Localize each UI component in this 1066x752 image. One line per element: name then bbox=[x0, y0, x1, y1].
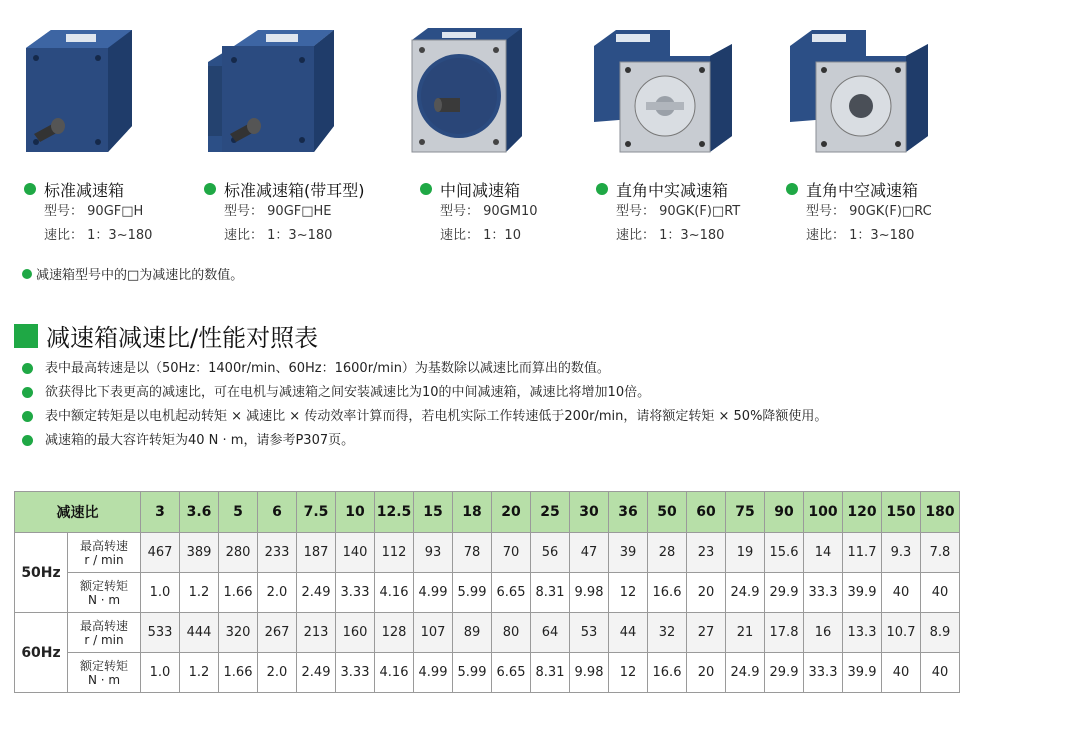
ratio-header-cell: 25 bbox=[531, 492, 570, 533]
row-label-name: 最高转速 bbox=[79, 538, 128, 553]
row-label-name: 额定转矩 bbox=[79, 578, 128, 593]
table-cell: 3.33 bbox=[336, 653, 375, 693]
table-row bbox=[15, 533, 960, 573]
table-cell: 213 bbox=[297, 613, 336, 653]
model-label: 型号： bbox=[224, 204, 264, 219]
bullet-dot-icon bbox=[22, 269, 32, 279]
row-label bbox=[68, 533, 141, 573]
table-cell: 14 bbox=[804, 533, 843, 573]
table-cell: 533 bbox=[141, 613, 180, 653]
product-title: 直角中实减速箱 bbox=[616, 180, 729, 200]
ratio-header: 减速比 bbox=[15, 492, 141, 533]
table-cell: 1.66 bbox=[219, 653, 258, 693]
table-cell: 280 bbox=[219, 533, 258, 573]
table-cell: 2.0 bbox=[258, 653, 297, 693]
gearbox-intermediate-image bbox=[406, 26, 526, 154]
ratio-header-cell: 6 bbox=[258, 492, 297, 533]
table-cell: 28 bbox=[648, 533, 687, 573]
table-cell: 17.8 bbox=[765, 613, 804, 653]
ratio-header-cell: 150 bbox=[882, 492, 921, 533]
table-cell: 29.9 bbox=[765, 573, 804, 613]
bullet-dot-icon bbox=[204, 183, 216, 195]
gearbox-right-angle-solid-image bbox=[590, 26, 736, 154]
table-cell: 6.65 bbox=[492, 573, 531, 613]
table-cell: 16.6 bbox=[648, 573, 687, 613]
list-item-text: 表中额定转矩是以电机起动转矩 × 减速比 × 传动效率计算而得，若电机实际工作转速低于200r/min，请将额定转矩 × 50%降额使用。 bbox=[45, 409, 828, 424]
bullet-dot-icon bbox=[22, 363, 33, 374]
row-label bbox=[68, 573, 141, 613]
table-cell: 233 bbox=[258, 533, 297, 573]
table-cell: 1.0 bbox=[141, 653, 180, 693]
table-cell: 32 bbox=[648, 613, 687, 653]
ratio-value: 1：3~180 bbox=[659, 228, 725, 243]
ratio-value: 1：3~180 bbox=[849, 228, 915, 243]
table-cell: 39.9 bbox=[843, 573, 882, 613]
performance-table bbox=[14, 491, 960, 693]
model-label: 型号： bbox=[440, 204, 480, 219]
table-cell: 3.33 bbox=[336, 573, 375, 613]
list-item bbox=[22, 406, 962, 428]
ratio-header-cell: 10 bbox=[336, 492, 375, 533]
table-cell: 16.6 bbox=[648, 653, 687, 693]
ratio-value: 1：10 bbox=[483, 228, 521, 243]
ratio-header-cell: 7.5 bbox=[297, 492, 336, 533]
ratio-header-cell: 100 bbox=[804, 492, 843, 533]
product-caption-1 bbox=[24, 178, 152, 248]
gearbox-standard-image bbox=[16, 26, 136, 154]
row-label bbox=[68, 613, 141, 653]
table-cell: 107 bbox=[414, 613, 453, 653]
table-cell: 5.99 bbox=[453, 653, 492, 693]
model-value: 90GM10 bbox=[483, 204, 538, 219]
ratio-header-cell: 3.6 bbox=[180, 492, 219, 533]
row-label-unit: N · m bbox=[87, 672, 121, 687]
product-title: 标准减速箱 bbox=[44, 180, 125, 200]
list-item-text: 欲获得比下表更高的减速比，可在电机与减速箱之间安装减速比为10的中间减速箱，减速比将增加10倍。 bbox=[45, 385, 651, 400]
list-item-text: 表中最高转速是以（50Hz：1400r/min、60Hz：1600r/min）为基数除以减速比而算出的数值。 bbox=[45, 361, 610, 376]
bullet-dot-icon bbox=[596, 183, 608, 195]
section-title bbox=[14, 318, 318, 353]
table-cell: 24.9 bbox=[726, 573, 765, 613]
notes-list bbox=[22, 358, 962, 454]
note-text: 减速箱型号中的□为减速比的数值。 bbox=[36, 268, 244, 283]
list-item bbox=[22, 382, 962, 404]
product-title: 直角中空减速箱 bbox=[806, 180, 919, 200]
table-cell: 7.8 bbox=[921, 533, 960, 573]
bullet-dot-icon bbox=[24, 183, 36, 195]
model-label: 型号： bbox=[44, 204, 84, 219]
ratio-label: 速比： bbox=[806, 228, 846, 243]
bullet-dot-icon bbox=[22, 411, 33, 422]
ratio-header-cell: 12.5 bbox=[375, 492, 414, 533]
table-cell: 1.0 bbox=[141, 573, 180, 613]
ratio-label: 速比： bbox=[224, 228, 264, 243]
table-cell: 11.7 bbox=[843, 533, 882, 573]
product-title: 标准减速箱(带耳型) bbox=[224, 180, 365, 200]
ratio-header-cell: 36 bbox=[609, 492, 648, 533]
row-label-name: 最高转速 bbox=[79, 618, 128, 633]
section-title-text: 减速箱减速比/性能对照表 bbox=[46, 324, 319, 352]
table-cell: 112 bbox=[375, 533, 414, 573]
table-cell: 12 bbox=[609, 653, 648, 693]
table-cell: 1.2 bbox=[180, 653, 219, 693]
table-cell: 78 bbox=[453, 533, 492, 573]
table-cell: 9.98 bbox=[570, 573, 609, 613]
table-cell: 6.65 bbox=[492, 653, 531, 693]
bullet-dot-icon bbox=[420, 183, 432, 195]
table-cell: 53 bbox=[570, 613, 609, 653]
table-cell: 12 bbox=[609, 573, 648, 613]
table-cell: 8.31 bbox=[531, 653, 570, 693]
table-cell: 1.66 bbox=[219, 573, 258, 613]
table-cell: 9.3 bbox=[882, 533, 921, 573]
ratio-header-cell: 30 bbox=[570, 492, 609, 533]
table-cell: 20 bbox=[687, 653, 726, 693]
table-cell: 4.16 bbox=[375, 653, 414, 693]
model-value: 90GK(F)□RT bbox=[659, 204, 741, 219]
table-cell: 15.6 bbox=[765, 533, 804, 573]
table-cell: 27 bbox=[687, 613, 726, 653]
ratio-header-cell: 120 bbox=[843, 492, 882, 533]
row-label-unit: N · m bbox=[87, 592, 121, 607]
table-cell: 44 bbox=[609, 613, 648, 653]
table-cell: 4.16 bbox=[375, 573, 414, 613]
ratio-header-cell: 15 bbox=[414, 492, 453, 533]
list-item bbox=[22, 430, 962, 452]
table-header-row bbox=[15, 492, 960, 533]
ratio-label: 速比： bbox=[616, 228, 656, 243]
table-cell: 320 bbox=[219, 613, 258, 653]
table-cell: 40 bbox=[921, 573, 960, 613]
table-cell: 93 bbox=[414, 533, 453, 573]
frequency-label: 60Hz bbox=[15, 613, 68, 693]
model-value: 90GK(F)□RC bbox=[849, 204, 932, 219]
ratio-header-cell: 75 bbox=[726, 492, 765, 533]
row-label bbox=[68, 653, 141, 693]
ratio-label: 速比： bbox=[440, 228, 480, 243]
ratio-value: 1：3~180 bbox=[267, 228, 333, 243]
list-item bbox=[22, 358, 962, 380]
section-square-icon bbox=[14, 324, 38, 348]
table-cell: 1.2 bbox=[180, 573, 219, 613]
gearbox-ear-type-image bbox=[204, 26, 340, 154]
table-cell: 21 bbox=[726, 613, 765, 653]
ratio-header-cell: 3 bbox=[141, 492, 180, 533]
product-caption-2 bbox=[204, 178, 365, 248]
table-cell: 16 bbox=[804, 613, 843, 653]
table-cell: 2.49 bbox=[297, 653, 336, 693]
ratio-label: 速比： bbox=[44, 228, 84, 243]
table-cell: 23 bbox=[687, 533, 726, 573]
table-cell: 8.9 bbox=[921, 613, 960, 653]
model-value: 90GF□HE bbox=[267, 204, 332, 219]
gearbox-right-angle-hollow-image bbox=[786, 26, 932, 154]
product-caption-5 bbox=[786, 178, 932, 248]
table-row bbox=[15, 653, 960, 693]
row-label-unit: r / min bbox=[84, 552, 124, 567]
ratio-header-cell: 180 bbox=[921, 492, 960, 533]
table-cell: 20 bbox=[687, 573, 726, 613]
table-cell: 24.9 bbox=[726, 653, 765, 693]
product-title: 中间减速箱 bbox=[440, 180, 521, 200]
product-caption-4 bbox=[596, 178, 740, 248]
table-cell: 9.98 bbox=[570, 653, 609, 693]
table-cell: 160 bbox=[336, 613, 375, 653]
table-cell: 39.9 bbox=[843, 653, 882, 693]
table-cell: 444 bbox=[180, 613, 219, 653]
table-cell: 467 bbox=[141, 533, 180, 573]
ratio-header-cell: 60 bbox=[687, 492, 726, 533]
table-row bbox=[15, 573, 960, 613]
ratio-value: 1：3~180 bbox=[87, 228, 153, 243]
row-label-unit: r / min bbox=[84, 632, 124, 647]
ratio-header-cell: 50 bbox=[648, 492, 687, 533]
table-cell: 267 bbox=[258, 613, 297, 653]
table-cell: 389 bbox=[180, 533, 219, 573]
table-cell: 4.99 bbox=[414, 573, 453, 613]
table-cell: 8.31 bbox=[531, 573, 570, 613]
table-cell: 47 bbox=[570, 533, 609, 573]
table-cell: 40 bbox=[882, 653, 921, 693]
bullet-dot-icon bbox=[22, 387, 33, 398]
model-note bbox=[22, 264, 243, 283]
table-cell: 33.3 bbox=[804, 573, 843, 613]
table-cell: 187 bbox=[297, 533, 336, 573]
bullet-dot-icon bbox=[786, 183, 798, 195]
list-item-text: 减速箱的最大容许转矩为40 N · m，请参考P307页。 bbox=[45, 433, 355, 448]
table-cell: 5.99 bbox=[453, 573, 492, 613]
table-cell: 39 bbox=[609, 533, 648, 573]
table-cell: 33.3 bbox=[804, 653, 843, 693]
table-row bbox=[15, 613, 960, 653]
ratio-header-cell: 90 bbox=[765, 492, 804, 533]
table-cell: 64 bbox=[531, 613, 570, 653]
bullet-dot-icon bbox=[22, 435, 33, 446]
table-cell: 13.3 bbox=[843, 613, 882, 653]
table-cell: 80 bbox=[492, 613, 531, 653]
table-cell: 40 bbox=[882, 573, 921, 613]
table-cell: 89 bbox=[453, 613, 492, 653]
ratio-header-cell: 5 bbox=[219, 492, 258, 533]
ratio-header-cell: 20 bbox=[492, 492, 531, 533]
table-cell: 70 bbox=[492, 533, 531, 573]
table-cell: 19 bbox=[726, 533, 765, 573]
table-cell: 2.49 bbox=[297, 573, 336, 613]
table-cell: 10.7 bbox=[882, 613, 921, 653]
table-cell: 4.99 bbox=[414, 653, 453, 693]
table-cell: 128 bbox=[375, 613, 414, 653]
frequency-label: 50Hz bbox=[15, 533, 68, 613]
table-cell: 29.9 bbox=[765, 653, 804, 693]
table-cell: 40 bbox=[921, 653, 960, 693]
table-cell: 56 bbox=[531, 533, 570, 573]
model-label: 型号： bbox=[616, 204, 656, 219]
table-cell: 140 bbox=[336, 533, 375, 573]
table-cell: 2.0 bbox=[258, 573, 297, 613]
row-label-name: 额定转矩 bbox=[79, 658, 128, 673]
product-caption-3 bbox=[420, 178, 538, 248]
ratio-header-cell: 18 bbox=[453, 492, 492, 533]
model-value: 90GF□H bbox=[87, 204, 144, 219]
model-label: 型号： bbox=[806, 204, 846, 219]
